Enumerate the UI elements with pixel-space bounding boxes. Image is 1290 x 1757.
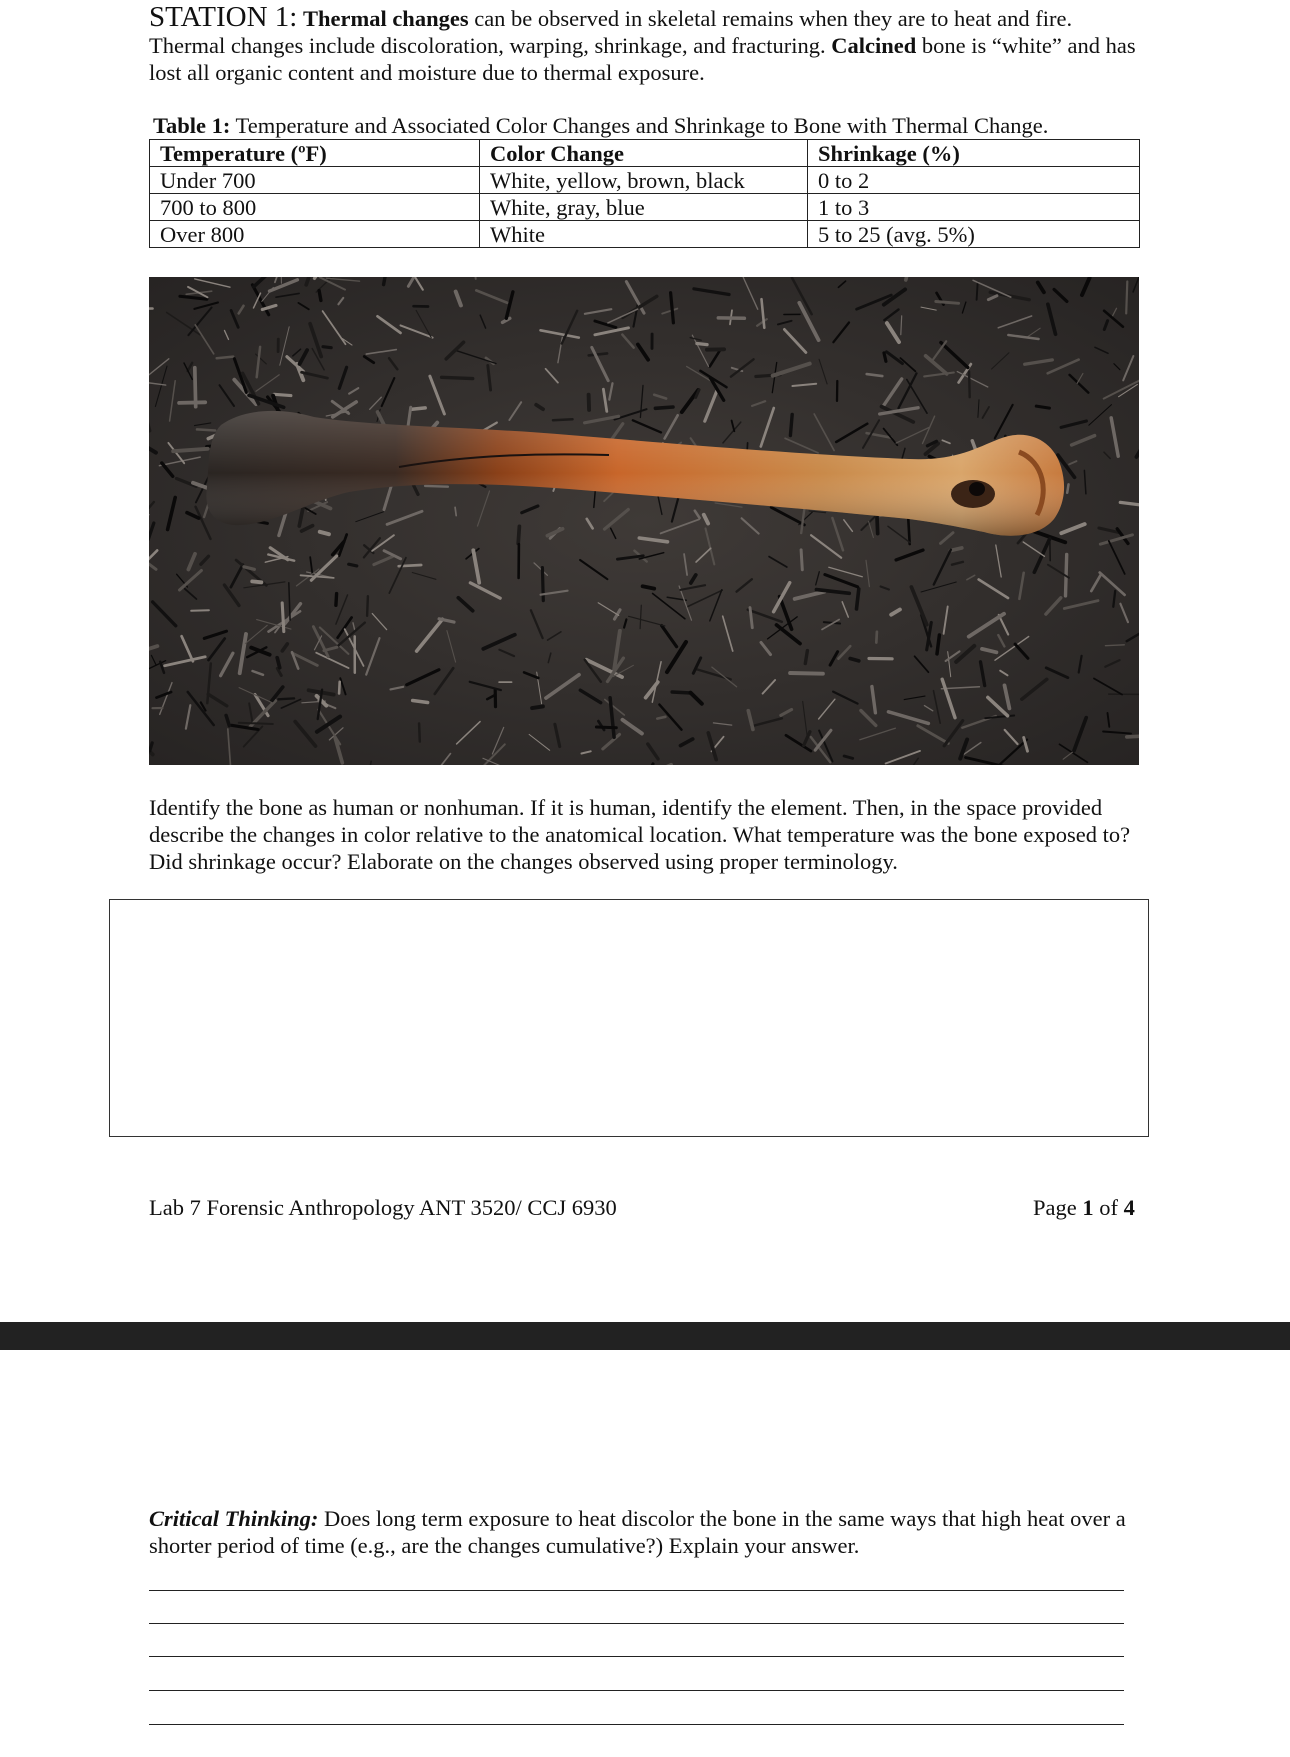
- calcined-term: Calcined: [831, 33, 917, 58]
- critical-thinking-text: Does long term exposure to heat discolor the bone in the same ways that high heat over a shorter period of time (e.g., are the changes cumulative?) Explain your answer.: [149, 1506, 1126, 1558]
- identification-question: Identify the bone as human or nonhuman. If it is human, identify the element. Then, in the space provided describe the changes in color relative to the anatomical location. What temperature was the bone exposed to? Did shrinkage occur? Elaborate on the changes observed using proper terminology.: [149, 795, 1131, 874]
- answer-box[interactable]: [109, 899, 1149, 1137]
- station-title: STATION 1:: [149, 1, 298, 33]
- table-caption-label: Table 1:: [153, 113, 231, 138]
- intro-text-1: can be observed in skeletal remains when they are to heat and fire. Thermal changes include discoloration, warping, shrinkage, and fracturing.: [149, 6, 1073, 58]
- cell-shrinkage: 5 to 25 (avg. 5%): [808, 221, 1140, 248]
- critical-thinking-label: Critical Thinking:: [149, 1506, 319, 1531]
- burnt-bone-photo: [149, 277, 1139, 765]
- cell-color-change: White, gray, blue: [480, 194, 808, 221]
- answer-line[interactable]: [149, 1724, 1124, 1725]
- cell-temperature: 700 to 800: [150, 194, 480, 221]
- table-row: [150, 221, 1140, 248]
- critical-thinking-prompt: [149, 1505, 1139, 1559]
- page-current: 1: [1082, 1195, 1094, 1220]
- table-row: [150, 194, 1140, 221]
- header-shrinkage: Shrinkage (%): [808, 140, 1140, 167]
- page-divider: [0, 1322, 1290, 1350]
- table-caption: [153, 113, 1048, 139]
- answer-line[interactable]: [149, 1623, 1124, 1624]
- page-total: 4: [1123, 1195, 1135, 1220]
- cell-color-change: White, yellow, brown, black: [480, 167, 808, 194]
- footer-course-label: Lab 7 Forensic Anthropology ANT 3520/ CCJ 6930: [149, 1195, 617, 1220]
- table-row: [150, 167, 1140, 194]
- of-word: of: [1093, 1195, 1124, 1220]
- answer-line[interactable]: [149, 1690, 1124, 1691]
- cell-shrinkage: 1 to 3: [808, 194, 1140, 221]
- footer-page-number: [1033, 1195, 1135, 1221]
- cell-temperature: Over 800: [150, 221, 480, 248]
- thermal-changes-term: Thermal changes: [302, 6, 469, 31]
- cell-temperature: Under 700: [150, 167, 480, 194]
- cell-color-change: White: [480, 221, 808, 248]
- thermal-change-table: [149, 139, 1140, 248]
- page-word: Page: [1033, 1195, 1083, 1220]
- answer-line[interactable]: [149, 1590, 1124, 1591]
- station-intro: [149, 1, 1139, 86]
- table-caption-text: Temperature and Associated Color Changes and Shrinkage to Bone with Thermal Change.: [230, 113, 1049, 138]
- table-header-row: [150, 140, 1140, 167]
- answer-line[interactable]: [149, 1656, 1124, 1657]
- header-color-change: Color Change: [480, 140, 808, 167]
- header-temperature: Temperature (ºF): [150, 140, 480, 167]
- cell-shrinkage: 0 to 2: [808, 167, 1140, 194]
- intro-text-2: bone is “white” and has lost all organic content and moisture due to thermal exposure.: [149, 33, 1136, 85]
